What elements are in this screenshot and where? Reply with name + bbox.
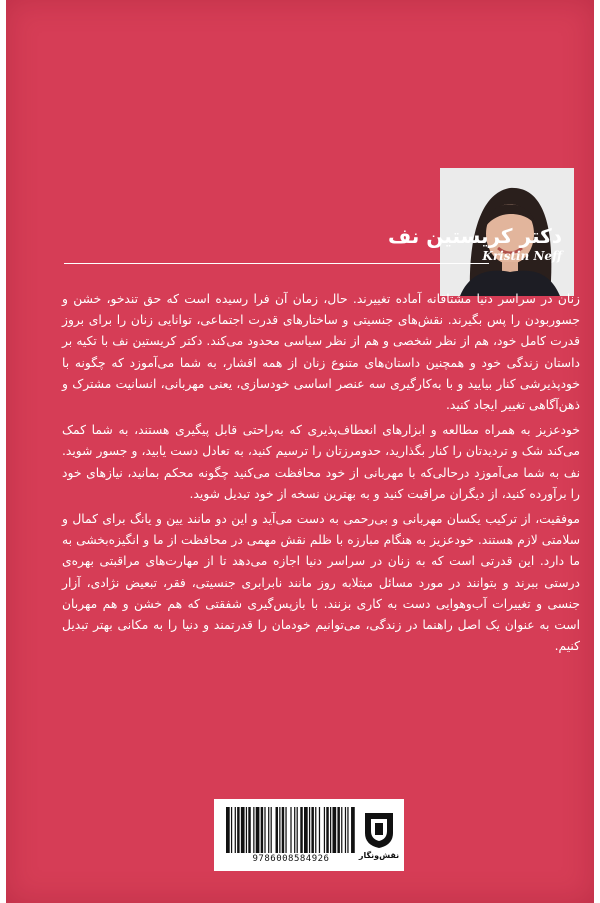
author-name-latin: Kristin Neff [482, 249, 562, 263]
barcode-bar [285, 807, 286, 853]
divider [64, 263, 489, 264]
barcode-bar [351, 807, 355, 853]
barcode-panel [214, 799, 404, 871]
barcode-bar [241, 807, 245, 853]
barcode-bar [231, 807, 232, 853]
barcode-bar [304, 807, 308, 853]
barcode-bar [309, 807, 310, 853]
barcode-bar [326, 807, 328, 853]
barcode-bar [248, 807, 250, 853]
isbn-number: 9786008584926 [252, 854, 330, 864]
barcode-bar [337, 807, 339, 853]
barcode-bar [311, 807, 313, 853]
barcode-bar [256, 807, 260, 853]
barcode-bar [264, 807, 265, 853]
barcode-bar [297, 807, 298, 853]
barcode-bar [246, 807, 247, 853]
barcode-bar [253, 807, 254, 853]
author-name: دکتر کریستین نف [387, 224, 562, 248]
barcode-bar [235, 807, 236, 853]
publisher-logo-icon [362, 809, 396, 849]
barcode-bar [345, 807, 346, 853]
description-paragraph: خودعزیز به همراه مطالعه و ابزارهای انعطاف‌پذیری که به‌راحتی قابل پیگیری هستند، به شما کمک می‌کند شک و تردیدتان را کنار بگذارید، حدومرزتان را ترسیم کنید، به تعادل دست یابید، و جسور شوید. نف به شما می‌آموزد درحالی‌که با مهربانی از خود محافظت می‌کنید چگونه محکم بمانید، نیازهای خود را برآورده کنید، از دیگران مراقبت کنید و به بهترین نسخه از خود تبدیل شوید. [62, 423, 580, 501]
barcode-bar [282, 807, 284, 853]
barcode-bar [330, 807, 331, 853]
barcode-bar [341, 807, 342, 853]
barcode-bar [268, 807, 269, 853]
barcode-bar [237, 807, 239, 853]
barcode-bar [271, 807, 272, 853]
description [62, 289, 580, 661]
barcode-bar [226, 807, 230, 853]
barcode-bar [300, 807, 302, 853]
barcode-bar [324, 807, 325, 853]
publisher-name: نقش‌ونگار [358, 851, 400, 860]
barcode-bar [347, 807, 348, 853]
description-paragraph: موفقیت، از ترکیب یکسان مهربانی و بی‌رحمی به دست می‌آید و این دو مانند یین و یانگ برای کمال و سلامتی لازم هستند. خودعزیز به هنگام مبارزه با ظلم نقش مهمی در محافظت از ما و انگیزه‌بخشی به ما دارد. این قدرتی است که به زنان در سراسر دنیا اجازه می‌دهد تا از مهارت‌های مراقبتی بهره‌ی درستی ببرند و بتوانند در مورد مسائل مبتلابه روز مانند نابرابری جنسیتی، فقر، تبعیض نژادی، آزار جنسی و تغییرات آب‌وهوایی دست به کاری بزنند. با بازپس‌گیری شفقتی که هم خشن و هم مهربان است به عنوان یک اصل راهنما در زندگی، می‌توانیم خودمان را قدرتمند و دنیا را به مکانی بهتر تبدیل کنیم. [62, 512, 580, 654]
back-cover [6, 0, 594, 903]
barcode-icon [226, 807, 356, 853]
barcode-bar [332, 807, 336, 853]
barcode-bar [290, 807, 291, 853]
barcode-bar [276, 807, 278, 853]
description-paragraph: زنان در سراسر دنیا مشتاقانه آماده تغییرند. حال، زمان آن فرا رسیده است که حق تندخو، خشن و جسوربودن را پس بگیرند. نقش‌های جنسیتی و ساختارهای قدرت اجتماعی، توانایی زنان را برای بروز قدرت کامل خود، هم از نظر شخصی و هم از نظر سیاسی محدود می‌کند. دکتر کریستین نف با تکیه بر داستان زندگی خود و همچنین داستان‌های متنوع زنان از همه اقشار، به شما می‌آموزد که چگونه با خودپذیرشی کنار بیایید و با به‌کارگیری سه عنصر اساسی خودسازی، یعنی مهربانی، انسانیت مشترک و ذهن‌آگاهی تغییر ایجاد کنید. [62, 292, 580, 413]
barcode-bar [261, 807, 263, 853]
barcode-bar [279, 807, 280, 853]
barcode-bar [315, 807, 316, 853]
barcode-bar [294, 807, 295, 853]
barcode-bar [319, 807, 320, 853]
